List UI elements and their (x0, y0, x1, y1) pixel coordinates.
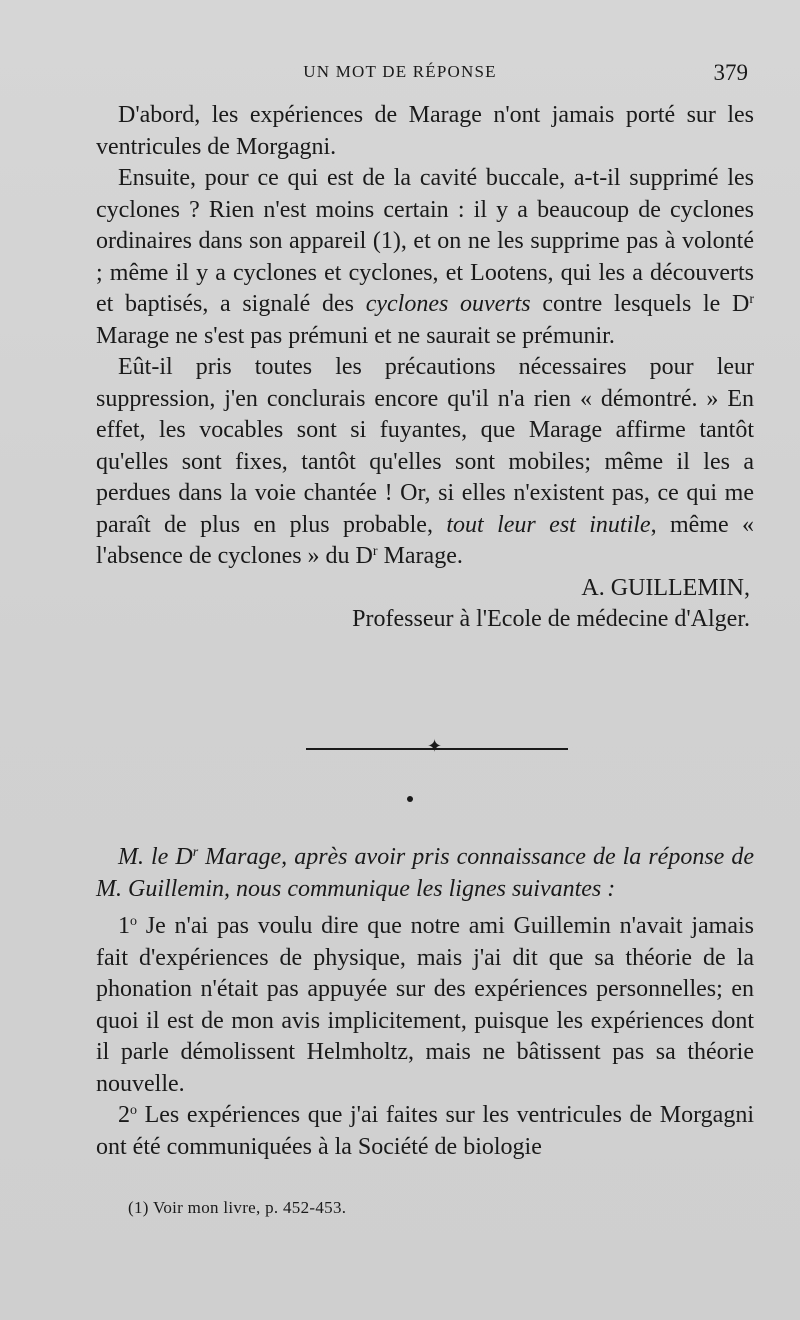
reply-intro (96, 842, 754, 905)
text-span: Marage ne s'est pas prémuni et ne saurait se prémunir. (96, 322, 615, 349)
italic-span: cyclones ouverts (365, 291, 531, 317)
ornament-icon: ✦ (427, 736, 443, 756)
text-span: Je n'ai pas voulu dire que notre ami Guillemin n'avait jamais fait d'expériences de physique, mais j'ai dit que sa théorie de la phonation n'était pas appuyée sur des expériences personnelles; en quoi il est de mon avis implicitement, puisque les expériences dont il parle démolissent Helmholtz, mais ne bâtissent pas sa théorie nouvelle. (96, 913, 754, 1097)
text-span: Eût-il pris toutes les précautions nécessaires pour leur suppression, j'en conclurais encore qu'il n'a rien « démontré. » En effet, les vocables sont si fuyantes, que Marage affirme tantôt qu'elles sont fixes, tantôt qu'elles sont mobiles; même il les a perdues dans la voie chantée ! Or, si elles n'existent pas, ce qui me paraît de plus en plus probable, (96, 354, 754, 538)
italic-span: tout leur est inutile (446, 511, 651, 538)
paragraph: D'abord, les expériences de Marage n'ont jamais porté sur les ventricules de Morgagni. (96, 102, 754, 160)
section-separator (306, 736, 568, 756)
signature-smallcaps: UILLEMIN, (628, 574, 750, 601)
item-number: 2 (118, 1102, 130, 1128)
superscript: o (130, 1103, 137, 1118)
signature-title: Professeur à l'Ecole de médecine d'Alger. (352, 606, 750, 632)
text-span: Marage. (377, 543, 463, 569)
item-number: 1 (118, 913, 130, 939)
text-span: M. le D (118, 844, 193, 870)
response-text (96, 100, 754, 636)
text-span: , même « l'absence de cyclones » du D (96, 511, 755, 569)
signature-name (96, 573, 754, 605)
superscript: r (192, 845, 199, 860)
text-span: Ensuite, pour ce qui est de la cavité buccale, a-t-il supprimé les cyclones ? Rien n'est moins certain : il y a beaucoup de cyclones ordinaires dans son appareil (1), et on ne les supprime pas à volonté ; même il y a cyclones et cyclones, et Lootens, qui les a découverts et baptisés, a signalé des (96, 165, 754, 317)
signature-initial: A. G (581, 574, 629, 601)
paragraph (96, 163, 754, 352)
superscript: o (130, 914, 137, 929)
footnote: (1) Voir mon livre, p. 452-453. (128, 1198, 347, 1217)
page-number: 379 (713, 60, 748, 85)
running-head (0, 60, 800, 88)
reply-text (96, 842, 754, 1163)
dot-ornament-icon (407, 796, 413, 802)
text-span: Marage, après avoir pris connaissance de la réponse de M. Guillemin, nous communique les lignes suivantes : (96, 844, 754, 902)
superscript: r (372, 544, 378, 559)
superscript: r (749, 292, 755, 307)
paragraph (96, 352, 754, 573)
reply-item-1 (96, 911, 754, 1100)
running-title: UN MOT DE RÉPONSE (303, 62, 497, 81)
reply-item-2 (96, 1100, 754, 1163)
text-span: Les expériences que j'ai faites sur les ventricules de Morgagni ont été communiquées à la Société de biologie (96, 1102, 754, 1160)
text-span: contre lesquels le D (530, 291, 750, 317)
